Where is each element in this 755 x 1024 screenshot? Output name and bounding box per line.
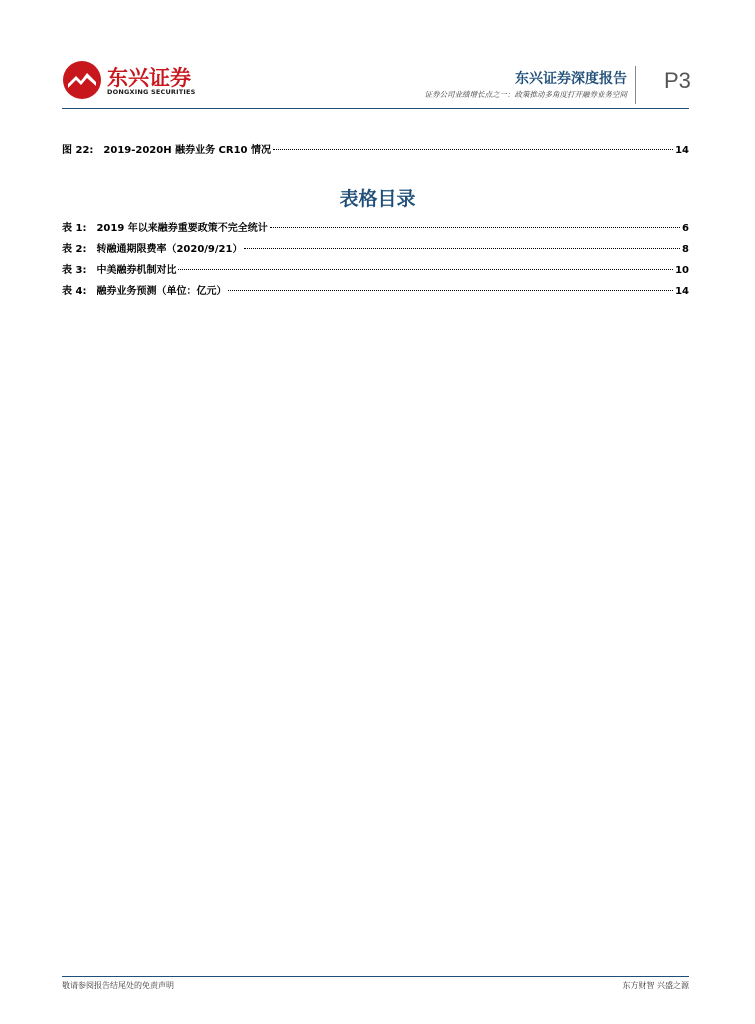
- figure-page: 14: [675, 145, 689, 156]
- page-header: [0, 0, 755, 110]
- table-label: 表 4:: [62, 286, 87, 297]
- table-page: 8: [682, 244, 689, 255]
- dot-leader: [228, 289, 673, 291]
- footer-rule: [62, 976, 689, 977]
- dot-leader: [270, 226, 680, 228]
- table-toc-row[interactable]: [62, 282, 689, 298]
- table-toc-row[interactable]: [62, 261, 689, 277]
- logo-english-name: DONGXING SECURITIES: [107, 88, 196, 96]
- table-label: 表 3:: [62, 265, 87, 276]
- footer-disclaimer: 敬请参阅报告结尾处的免责声明: [62, 981, 174, 990]
- figure-toc-row[interactable]: [62, 141, 689, 157]
- page-number: P3: [664, 68, 691, 93]
- tables-heading: 表格目录: [339, 188, 416, 210]
- table-title: 融券业务预测（单位：亿元）: [96, 286, 227, 297]
- table-toc-row[interactable]: [62, 219, 689, 235]
- header-rule: [62, 108, 689, 109]
- footer-slogan: 东方财智 兴盛之源: [622, 981, 689, 990]
- table-page: 10: [675, 265, 689, 276]
- dot-leader: [178, 268, 673, 270]
- table-toc-row[interactable]: [62, 240, 689, 256]
- table-title: 转融通期限费率（2020/9/21）: [96, 244, 243, 255]
- report-title: 东兴证券深度报告: [515, 71, 627, 87]
- dot-leader: [244, 247, 680, 249]
- report-subtitle: 证券公司业绩增长点之一：政策推动多角度打开融券业务空间: [424, 90, 627, 99]
- figure-title: 2019-2020H 融券业务 CR10 情况: [103, 145, 271, 156]
- company-logo: [62, 60, 196, 104]
- table-title: 2019 年以来融券重要政策不完全统计: [96, 223, 268, 234]
- figure-label: 图 22:: [62, 145, 94, 156]
- logo-chinese-name: 东兴证券: [107, 66, 191, 90]
- table-title: 中美融券机制对比: [96, 265, 177, 276]
- table-page: 6: [682, 223, 689, 234]
- logo-mark-icon: [62, 60, 102, 100]
- table-label: 表 1:: [62, 223, 87, 234]
- header-divider: [635, 66, 636, 104]
- table-page: 14: [675, 286, 689, 297]
- table-label: 表 2:: [62, 244, 87, 255]
- dot-leader: [273, 148, 673, 150]
